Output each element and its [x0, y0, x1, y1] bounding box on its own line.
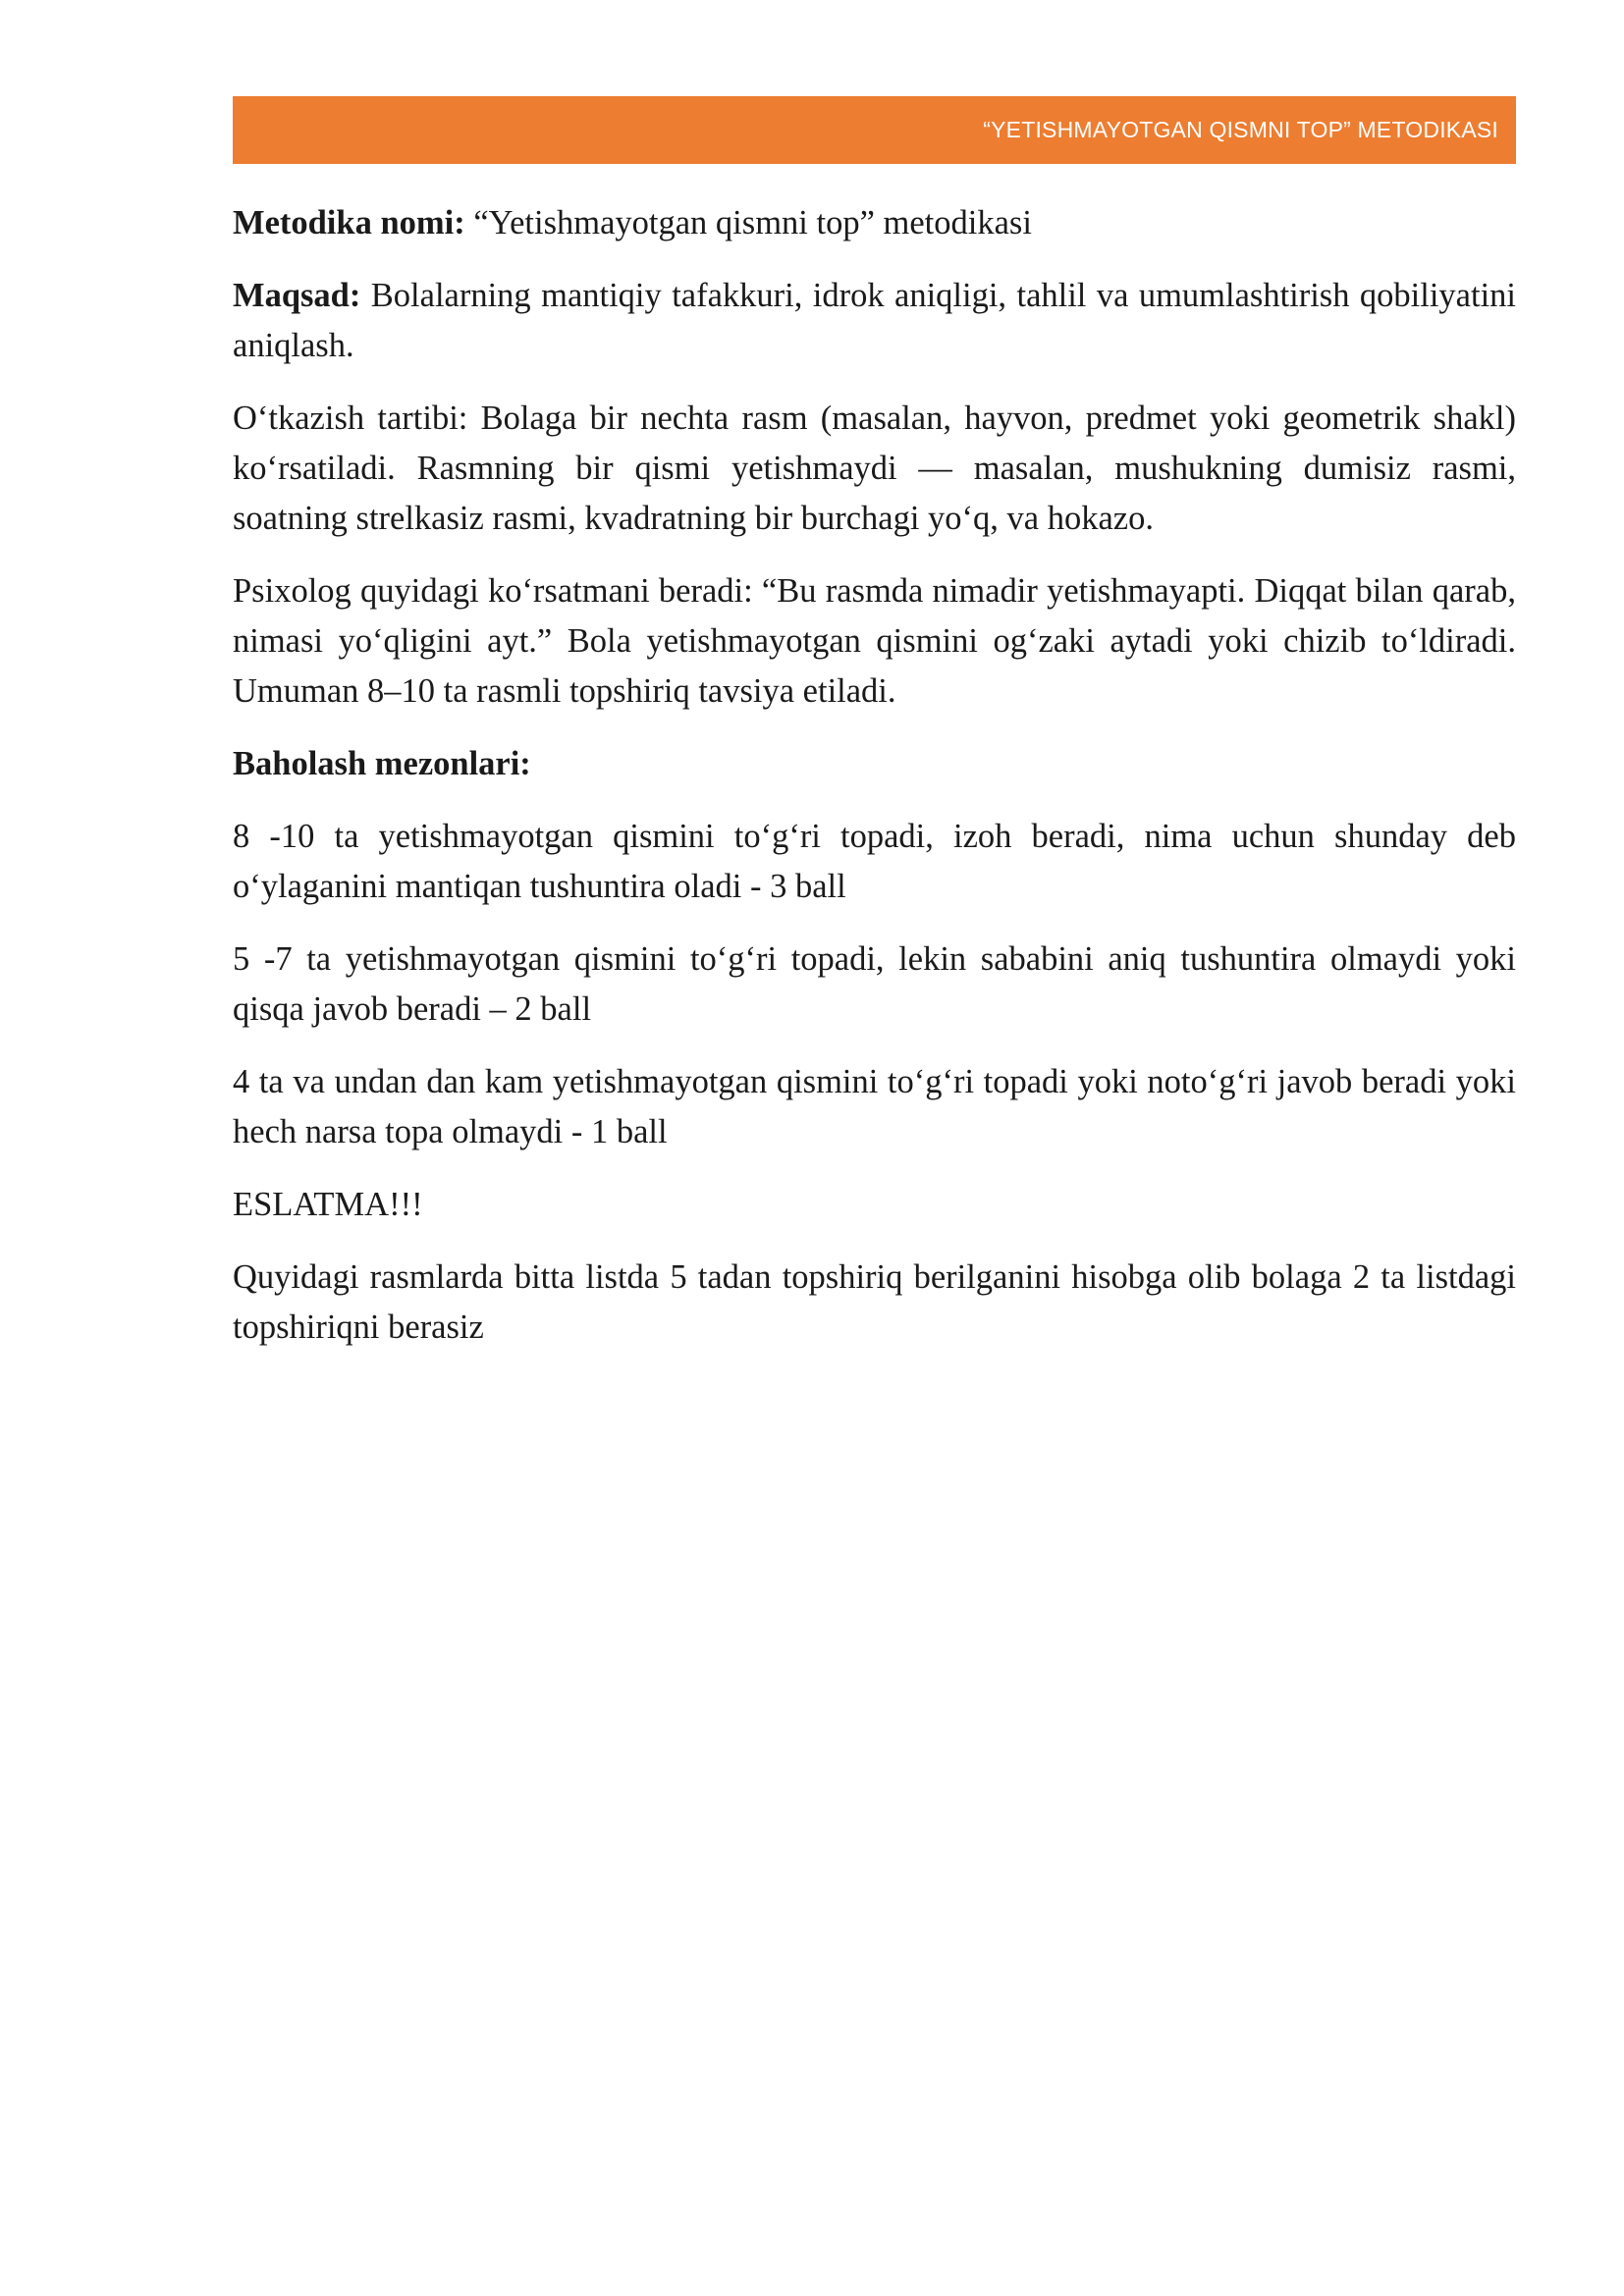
header-title: “YETISHMAYOTGAN QISMNI TOP” METODIKASI [983, 117, 1498, 142]
criteria-heading-text: Baholash mezonlari: [233, 745, 531, 782]
method-name-label: Metodika nomi: [233, 204, 465, 241]
criteria-item-2-ball: 5 -7 ta yetishmayotgan qismini to‘g‘ri topadi, lekin sababini aniq tushuntira olmaydi yoki qisqa javob beradi – 2 ball [233, 940, 1516, 1028]
note-heading: ESLATMA!!! [233, 1186, 423, 1223]
procedure-paragraph: O‘tkazish tartibi: Bolaga bir nechta rasm (masalan, hayvon, predmet yoki geometrik shakl) ko‘rsatiladi. Rasmning bir qismi yetishmaydi — masalan, mushukning dumisiz rasmi, soatning strelkasiz rasmi, kvadratning bir burchagi yo‘q, va hokazo. [233, 400, 1516, 537]
instruction-paragraph: Psixolog quyidagi ko‘rsatmani beradi: “Bu rasmda nimadir yetishmayapti. Diqqat bilan qarab, nimasi yo‘qligini ayt.” Bola yetishmayotgan qismini og‘zaki aytadi yoki chizib to‘ldiradi. Umuman 8–10 ta rasmli topshiriq tavsiya etiladi. [233, 572, 1516, 710]
method-name-paragraph [233, 198, 1516, 248]
header-band [233, 96, 1516, 164]
goal-value: Bolalarning mantiqiy tafakkuri, idrok aniqligi, tahlil va umumlashtirish qobiliyatini aniqlash. [233, 277, 1516, 364]
method-name-value: “Yetishmayotgan qismni top” metodikasi [464, 204, 1032, 241]
criteria-item-1-ball: 4 ta va undan dan kam yetishmayotgan qismini to‘g‘ri topadi yoki noto‘g‘ri javob beradi yoki hech narsa topa olmaydi - 1 ball [233, 1063, 1516, 1150]
note-text: Quyidagi rasmlarda bitta listda 5 tadan topshiriq berilganini hisobga olib bolaga 2 ta listdagi topshiriqni berasiz [233, 1258, 1516, 1346]
document-body [233, 198, 1516, 1375]
criteria-heading [233, 739, 1516, 789]
goal-paragraph [233, 271, 1516, 371]
goal-label: Maqsad: [233, 277, 361, 314]
criteria-item-3-ball: 8 -10 ta yetishmayotgan qismini to‘g‘ri topadi, izoh beradi, nima uchun shunday deb o‘ylaganini mantiqan tushuntira oladi - 3 ball [233, 818, 1516, 905]
